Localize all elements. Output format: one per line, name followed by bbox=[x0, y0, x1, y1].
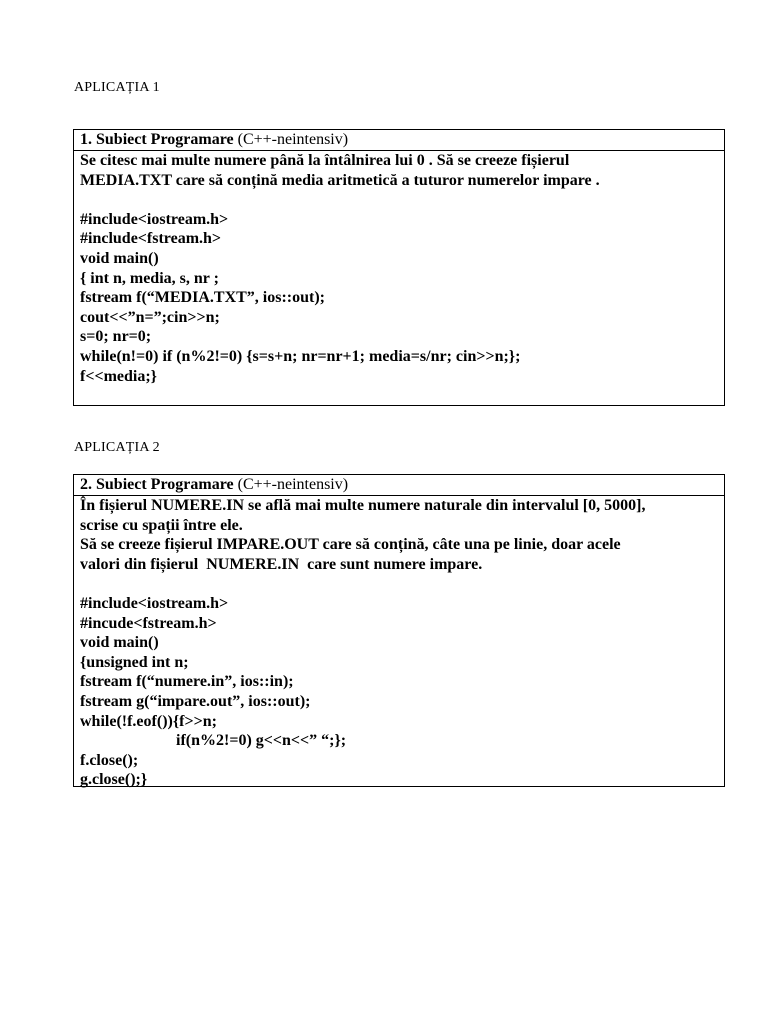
problem-2-header-subtitle: (C++-neintensiv) bbox=[237, 476, 349, 493]
problem-1-header bbox=[74, 130, 724, 151]
statement-line: În fișierul NUMERE.IN se află mai multe numere naturale din intervalul [0, 5000], bbox=[80, 497, 646, 514]
code-line: fstream g(“impare.out”, ios::out); bbox=[80, 692, 311, 710]
code-line: f<<media;} bbox=[80, 367, 157, 385]
problem-2-body bbox=[74, 496, 724, 790]
problem-1-body bbox=[74, 151, 724, 386]
blank-line bbox=[80, 574, 718, 594]
code-line: #incude<fstream.h> bbox=[80, 614, 217, 632]
statement-line: scrise cu spații între ele. bbox=[80, 516, 243, 534]
code-line: cout<<”n=”;cin>>n; bbox=[80, 308, 220, 326]
code-line: #include<iostream.h> bbox=[80, 594, 229, 612]
statement-line: Să se creeze fișierul IMPARE.OUT care să conțină, câte una pe linie, doar acele bbox=[80, 536, 621, 554]
code-line: #include<iostream.h> bbox=[80, 210, 229, 228]
application-1-title: APLICAȚIA 1 bbox=[74, 80, 160, 95]
code-line: f.close(); bbox=[80, 751, 139, 769]
application-2-title: APLICAȚIA 2 bbox=[74, 440, 160, 455]
statement-line: MEDIA.TXT care să conțină media aritmetică a tuturor numerelor impare . bbox=[80, 171, 600, 189]
code-line: s=0; nr=0; bbox=[80, 328, 152, 346]
blank-line bbox=[80, 190, 718, 210]
code-line: while(n!=0) if (n%2!=0) {s=s+n; nr=nr+1; media=s/nr; cin>>n;}; bbox=[80, 347, 521, 365]
problem-box-1 bbox=[73, 129, 725, 406]
code-line: if(n%2!=0) g<<n<<” “;}; bbox=[80, 732, 347, 750]
problem-2-header bbox=[74, 475, 724, 496]
statement-line: Se citesc mai multe numere până la întâlnirea lui 0 . Să se creeze fișierul bbox=[80, 152, 570, 169]
problem-1-header-subtitle: (C++-neintensiv) bbox=[237, 131, 349, 148]
code-line: fstream f(“numere.in”, ios::in); bbox=[80, 673, 294, 691]
problem-1-header-label: 1. Subiect Programare bbox=[80, 131, 238, 148]
code-line: void main() bbox=[80, 249, 159, 267]
problem-box-2 bbox=[73, 474, 725, 787]
statement-line: valori din fișierul NUMERE.IN care sunt numere impare. bbox=[80, 555, 483, 573]
code-line: #include<fstream.h> bbox=[80, 230, 222, 248]
code-line: g.close();} bbox=[80, 771, 148, 789]
problem-2-header-label: 2. Subiect Programare bbox=[80, 476, 238, 493]
code-line: while(!f.eof()){f>>n; bbox=[80, 712, 217, 730]
code-line: { int n, media, s, nr ; bbox=[80, 269, 219, 287]
code-line: void main() bbox=[80, 634, 159, 652]
code-line: fstream f(“MEDIA.TXT”, ios::out); bbox=[80, 289, 325, 307]
code-line: {unsigned int n; bbox=[80, 653, 189, 671]
